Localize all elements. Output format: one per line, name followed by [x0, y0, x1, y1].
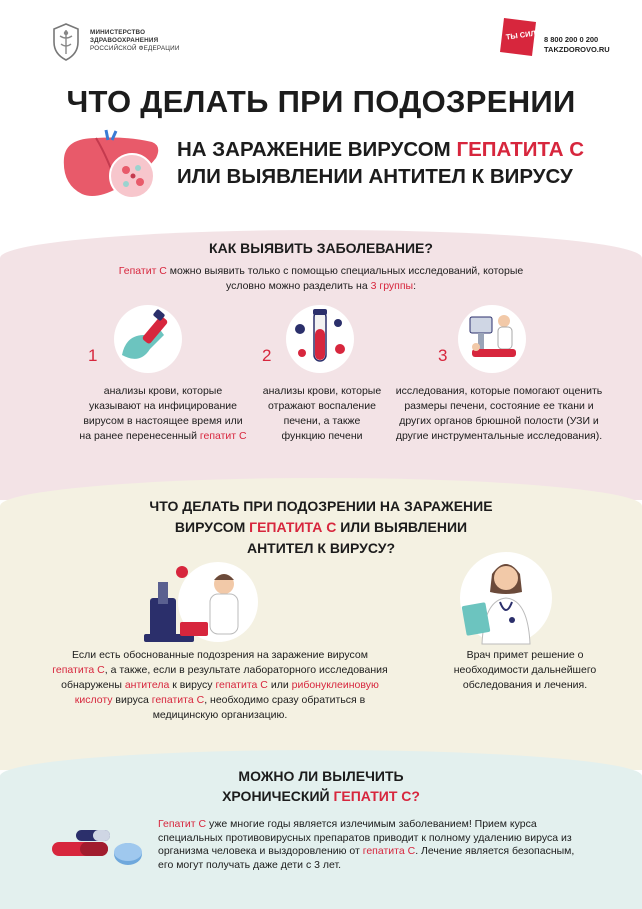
section1-intro: Гепатит С можно выявить только с помощью специальных исследований, которые условно можно разделить на 3 группы: — [118, 265, 524, 292]
contact-info — [544, 35, 610, 54]
blood-sample-virus-illustration — [286, 305, 354, 373]
pills-illustration — [48, 828, 144, 868]
section2-left-text: Если есть обоснованные подозрения на заражение вирусом гепатита С, а также, если в результате лабораторного исследования обнаружены антитела к вирусу гепатита С или рибонуклеиновую кислоту вируса гепатита С, необходимо сразу обратиться в медицинскую организацию. — [52, 649, 388, 721]
doctor-illustration — [456, 548, 556, 648]
liver-illustration — [56, 128, 166, 206]
section3-heading: МОЖНО ЛИ ВЫЛЕЧИТЬ ХРОНИЧЕСКИЙ ГЕПАТИТ С? — [222, 768, 420, 804]
ultrasound-illustration — [458, 305, 526, 373]
ministry-emblem-icon — [48, 22, 84, 62]
group-number-1: 1 — [88, 346, 98, 365]
group-text-2: анализы крови, которые отражают воспаление печени, а также функцию печени — [262, 385, 382, 442]
phone-number: 8 800 200 0 200 — [544, 35, 599, 44]
group-text-1: анализы крови, которые указывают на инфицирование вирусом в настоящее время или на ранее перенесенный гепатит С — [79, 385, 247, 442]
group-number-2: 2 — [262, 346, 272, 365]
group-number-3: 3 — [438, 346, 448, 365]
blood-test-illustration — [114, 305, 182, 373]
section1-heading: КАК ВЫЯВИТЬ ЗАБОЛЕВАНИЕ? — [209, 240, 433, 256]
section2-heading: ЧТО ДЕЛАТЬ ПРИ ПОДОЗРЕНИИ НА ЗАРАЖЕНИЕ ВИРУСОМ ГЕПАТИТА С ИЛИ ВЫЯВЛЕНИИ АНТИТЕЛ К ВИРУСУ? — [149, 498, 493, 556]
section3-text: Гепатит С уже многие годы является излечимым заболеванием! Прием курса специальных противовирусных препаратов приводит к полному удалению вируса из организма человека и выздоровлению от гепатита С. Лечение является безопасным, его могут получать даже дети с 3 лет. — [158, 818, 575, 871]
svg-text:ТЫ СИЛЬНЕЕ: ТЫ СИЛЬНЕЕ — [505, 25, 557, 42]
ty-silnee-logo — [498, 16, 557, 58]
page-title: ЧТО ДЕЛАТЬ ПРИ ПОДОЗРЕНИИ — [66, 84, 576, 119]
ministry-name: МИНИСТЕРСТВО ЗДРАВООХРАНЕНИЯ РОССИЙСКОЙ ФЕДЕРАЦИИ — [90, 29, 180, 52]
website-link[interactable]: TAKZDOROVO.RU — [544, 44, 610, 54]
group-text-3: исследования, которые помогают оценить размеры печени, состояние ее ткани и других органов брюшной полости (УЗИ и другие инструментальные исследования). — [395, 385, 603, 442]
laboratory-illustration — [138, 558, 258, 646]
section2-right-text: Врач примет решение о необходимости дальнейшего обследования и лечения. — [453, 649, 597, 691]
page-subtitle: НА ЗАРАЖЕНИЕ ВИРУСОМ ГЕПАТИТА С ИЛИ ВЫЯВЛЕНИИ АНТИТЕЛ К ВИРУСУ — [177, 138, 585, 188]
